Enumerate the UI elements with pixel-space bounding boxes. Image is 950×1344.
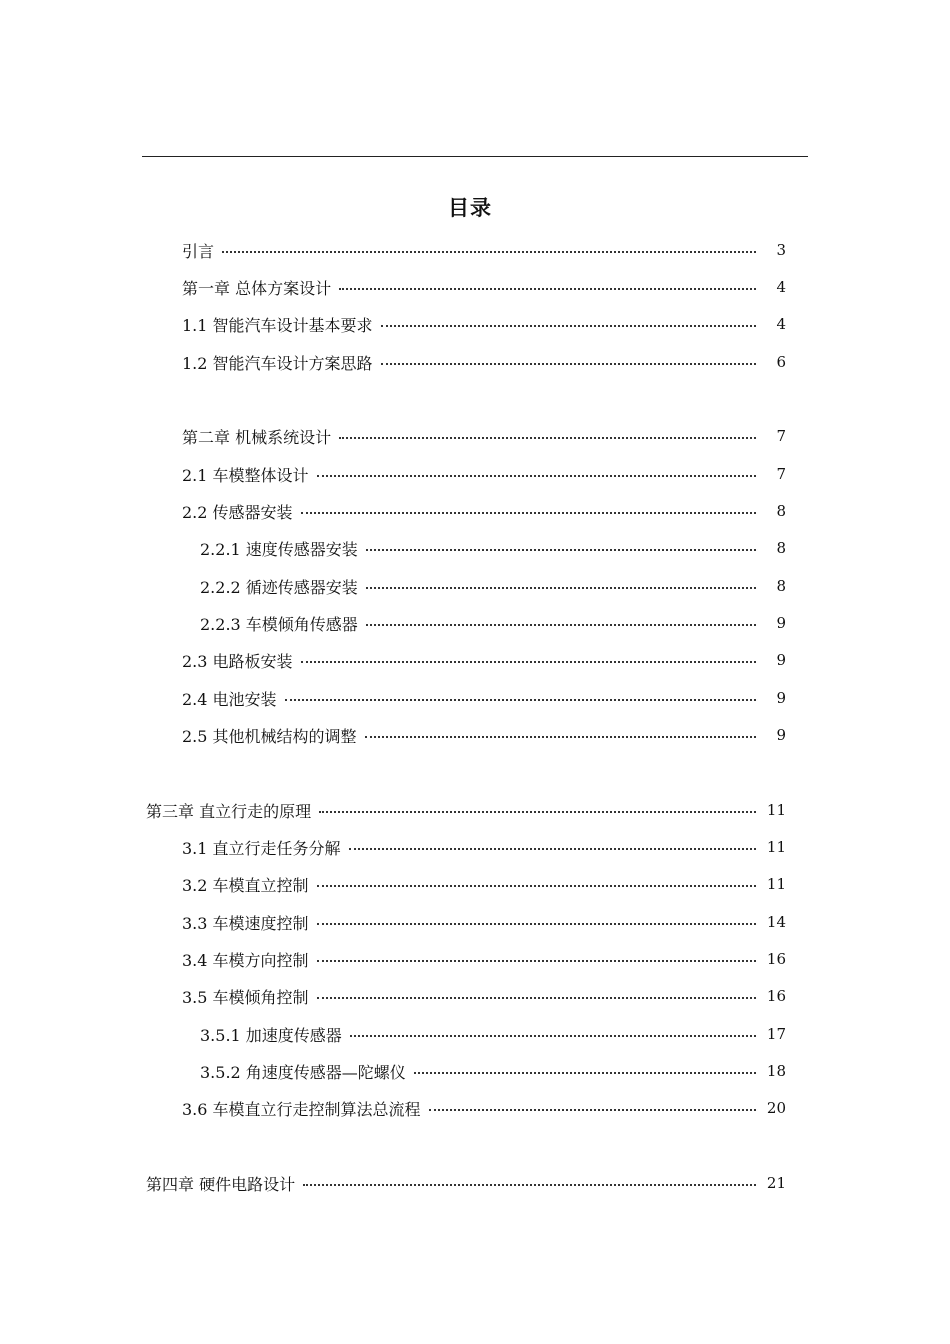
toc-entry-label: 2.4 电池安装 [182, 689, 277, 709]
toc-entry-page: 9 [776, 614, 786, 632]
toc-entry[interactable] [182, 238, 786, 262]
toc-leader-dots [414, 1072, 756, 1074]
toc-leader-dots [285, 699, 756, 701]
toc-entry-label: 3.6 车模直立行走控制算法总流程 [182, 1099, 421, 1119]
toc-leader-dots [319, 811, 756, 813]
toc-entry-page: 18 [766, 1062, 786, 1080]
header-rule [142, 156, 808, 157]
toc-entry[interactable] [200, 574, 786, 598]
toc-entry[interactable] [200, 611, 786, 635]
toc-entry[interactable] [200, 1059, 786, 1083]
toc-entry-label: 2.2.2 循迹传感器安装 [200, 577, 358, 597]
toc-entry[interactable] [182, 910, 786, 934]
toc-entry-label: 3.4 车模方向控制 [182, 950, 309, 970]
toc-entry-page: 16 [766, 950, 786, 968]
toc-entry-label: 第二章 机械系统设计 [182, 427, 332, 447]
toc-leader-dots [317, 885, 756, 887]
toc-entry[interactable] [182, 648, 786, 672]
toc-entry-page: 4 [776, 315, 786, 333]
toc-entry[interactable] [146, 798, 786, 822]
toc-entry[interactable] [182, 723, 786, 747]
toc-leader-dots [429, 1109, 756, 1111]
toc-entry-page: 8 [776, 539, 786, 557]
toc-entry-label: 3.5.2 角速度传感器—陀螺仪 [200, 1062, 406, 1082]
toc-leader-dots [381, 363, 756, 365]
toc-entry-page: 9 [776, 651, 786, 669]
toc-entry-label: 第一章 总体方案设计 [182, 278, 332, 298]
toc-entry-page: 3 [776, 241, 786, 259]
toc-entry[interactable] [182, 424, 786, 448]
toc-leader-dots [350, 1035, 756, 1037]
toc-entry-page: 11 [766, 801, 786, 819]
toc-entry-page: 8 [776, 577, 786, 595]
toc-entry[interactable] [182, 499, 786, 523]
toc-entry-label: 3.2 车模直立控制 [182, 875, 309, 895]
toc-entry-page: 8 [776, 502, 786, 520]
toc-entry-page: 17 [766, 1025, 786, 1043]
toc-entry-label: 第三章 直立行走的原理 [146, 801, 312, 821]
toc-entry-page: 14 [766, 913, 786, 931]
toc-leader-dots [381, 325, 756, 327]
toc-leader-dots [303, 1184, 756, 1186]
toc-entry-label: 2.2 传感器安装 [182, 502, 293, 522]
toc-leader-dots [222, 251, 756, 253]
page-title: 目录 [448, 196, 492, 220]
toc-entry[interactable] [182, 984, 786, 1008]
toc-entry-label: 3.5.1 加速度传感器 [200, 1025, 342, 1045]
toc-leader-dots [317, 475, 756, 477]
toc-entry-label: 引言 [182, 241, 215, 261]
toc-leader-dots [339, 437, 756, 439]
toc-entry-page: 11 [766, 838, 786, 856]
toc-leader-dots [366, 624, 756, 626]
toc-leader-dots [317, 960, 756, 962]
toc-entry-label: 2.5 其他机械结构的调整 [182, 726, 357, 746]
toc-entry-label: 1.2 智能汽车设计方案思路 [182, 353, 373, 373]
toc-entry-page: 4 [776, 278, 786, 296]
toc-entry[interactable] [182, 462, 786, 486]
toc-entry[interactable] [182, 275, 786, 299]
toc-entry-page: 9 [776, 689, 786, 707]
toc-entry[interactable] [182, 350, 786, 374]
toc-entry-page: 9 [776, 726, 786, 744]
toc-leader-dots [301, 661, 756, 663]
toc-entry[interactable] [146, 1171, 786, 1195]
toc-entry-label: 3.1 直立行走任务分解 [182, 838, 341, 858]
toc-entry[interactable] [182, 947, 786, 971]
toc-entry[interactable] [200, 1022, 786, 1046]
toc-entry-label: 第四章 硬件电路设计 [146, 1174, 296, 1194]
toc-leader-dots [339, 288, 756, 290]
toc-leader-dots [349, 848, 756, 850]
toc-entry-label: 2.1 车模整体设计 [182, 465, 309, 485]
toc-entry-page: 7 [776, 465, 786, 483]
toc-entry[interactable] [182, 1096, 786, 1120]
toc-entry-page: 11 [766, 875, 786, 893]
toc-leader-dots [317, 923, 756, 925]
toc-entry-page: 7 [776, 427, 786, 445]
toc-leader-dots [365, 736, 756, 738]
toc-entry-page: 16 [766, 987, 786, 1005]
toc-entry-page: 6 [776, 353, 786, 371]
toc-entry-label: 3.3 车模速度控制 [182, 913, 309, 933]
toc-entry[interactable] [200, 536, 786, 560]
toc-entry[interactable] [182, 872, 786, 896]
toc-entry-label: 1.1 智能汽车设计基本要求 [182, 315, 373, 335]
toc-entry-label: 2.2.3 车模倾角传感器 [200, 614, 358, 634]
toc-entry[interactable] [182, 835, 786, 859]
toc-leader-dots [317, 997, 756, 999]
toc-entry-page: 20 [766, 1099, 786, 1117]
toc-leader-dots [301, 512, 756, 514]
toc-entry-label: 3.5 车模倾角控制 [182, 987, 309, 1007]
toc-entry[interactable] [182, 686, 786, 710]
toc-leader-dots [366, 587, 756, 589]
toc-leader-dots [366, 549, 756, 551]
toc-entry-label: 2.3 电路板安装 [182, 651, 293, 671]
toc-entry-page: 21 [766, 1174, 786, 1192]
toc-entry[interactable] [182, 312, 786, 336]
toc-entry-label: 2.2.1 速度传感器安装 [200, 539, 358, 559]
